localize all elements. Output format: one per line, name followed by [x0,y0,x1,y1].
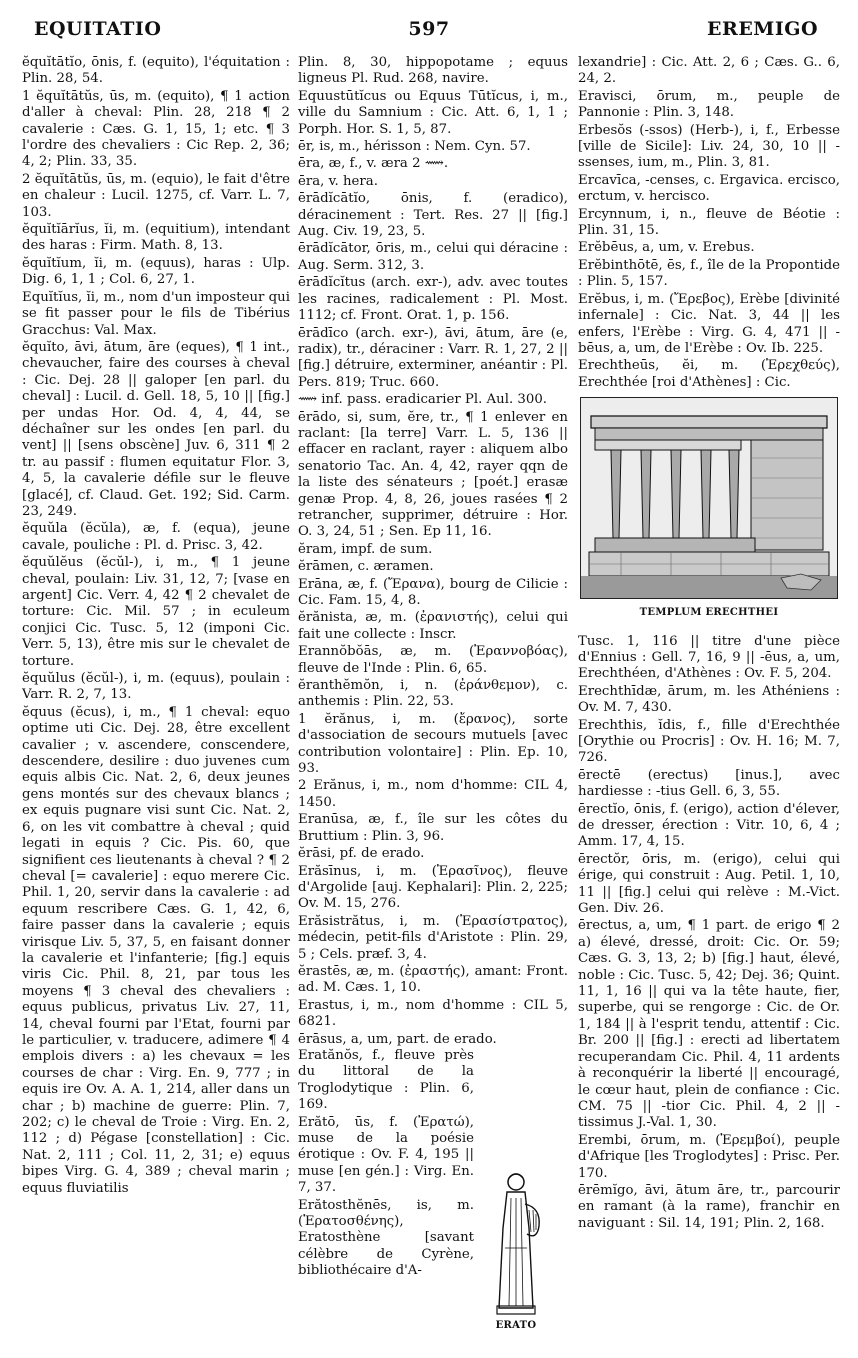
dictionary-entry: Erannŏbŏās, æ, m. (Ἐραννοβόας), fleuve de l'Inde : Plin. 6, 65. [298,644,568,676]
dictionary-entry: ērectus, a, um, ¶ 1 part. de erigo ¶ 2 a) élevé, dressé, droit: Cic. Or. 59; Cæs. G. 3, 13, 2; b) [fig.] haut, élevé, noble : Cic. Tusc. 5, 42; Dej. 36; Quint. 11, 1, 16 || qui va la tête haute, fier, superbe, qui se rengorge : Cic. de Or. 1, 184 || à l'esprit tendu, attentif : Cic. Br. 200 || [fig.] : erecti ad libertatem recuperandam Cic. Phil. 4, 11 ardents à reconquérir la liberté || encouragé, le cœur haut, plein de confiance : Cic. CM. 75 || -tior Cic. Phil. 4, 2 || -tissimus J.-Val. 1, 30. [578,918,840,1131]
dictionary-entry: ĕrāmen, c. æramen. [298,559,434,575]
dictionary-entry: ĕram, impf. de sum. [298,541,433,557]
dictionary-entry: ĕquŭlĕus (ĕcŭl-), i, m., ¶ 1 jeune cheval, poulain: Liv. 31, 12, 7; [vase en argent] Cic. Verr. 4, 42 ¶ 2 chevalet de torture: Cic. Mil. 57 ; in eculeum conjici Cic. Tusc. 5, 12 (imponi Cic. Verr. 5, 13), être mis sur le chevalet de torture. [22,555,290,669]
column-2-narrow-block [298,1048,474,1280]
dictionary-entry: ērēmĭgo, āvi, ātum āre, tr., parcourir en ramant (à la rame), franchir en naviguant : Sil. 14, 191; Plin. 2, 168. [578,1182,840,1231]
dictionary-entry: Erĕbēus, a, um, v. Erebus. [578,240,755,256]
dictionary-entry: ĕranthĕmŏn, i, n. (ἐράνθεμον), c. anthemis : Plin. 22, 53. [298,678,568,710]
dictionary-entry: ērādĭcātor, ōris, m., celui qui déracine : Aug. Serm. 312, 3. [298,241,568,273]
dictionary-entry: ērectē (erectus) [inus.], avec hardiesse : -tius Gell. 6, 3, 55. [578,767,840,800]
dictionary-entry: ĕquĭtĭārĭus, ĭi, m. (equitium), intendant des haras : Firm. Math. 8, 13. [22,222,290,254]
dictionary-entry: Erastus, i, m., nom d'homme : CIL 5, 6821. [298,997,568,1030]
dictionary-entry: ĕrastēs, æ, m. (ἐραστής), amant: Front. ad. M. Cæs. 1, 10. [298,963,568,996]
dictionary-entry: Tusc. 1, 116 || titre d'une pièce d'Ennius : Gell. 7, 16, 9 || -ēus, a, um, Erechthéen, d'Athènes : Ov. F. 5, 204. [578,633,840,682]
dictionary-entry: Erechthis, ĭdis, f., fille d'Erechthée [Orythie ou Procris] : Ov. H. 16; M. 7, 726. [578,717,840,766]
dictionary-entry: Erbesŏs (-ssos) (Herb-), i, f., Erbesse [ville de Sicile]: Liv. 24, 30, 10 || -ssenses, ium, m., Plin. 3, 81. [578,122,840,171]
dictionary-entry: ĕrănista, æ, m. (ἐρανιστής), celui qui fait une collecte : Inscr. [298,610,568,642]
dictionary-entry: ērāsus, a, um, part. de erado. [298,1031,497,1047]
left-running-head: EQUITATIO [34,18,162,40]
dictionary-entry: Erătosthĕnēs, is, m. (Ἐρατοσθένης), Eratosthène [savant célèbre de Cyrène, bibliothécaire d'A- [298,1197,474,1279]
page-number: 597 [408,18,450,40]
dictionary-entry: Ercynnum, i, n., fleuve de Béotie : Plin. 31, 15. [578,206,840,239]
dictionary-entry: Erĕbus, i, m. (Ἔρεβος), Erèbe [divinité infernale] : Cic. Nat. 3, 44 || les enfers, l'Erèbe : Virg. G. 4, 471 || -bēus, a, um, de l'Erèbe : Ov. Ib. 225. [578,291,840,356]
right-running-head: EREMIGO [707,18,818,40]
dictionary-entry: ĕquŭlus (ĕcŭl-), i, m. (equus), poulain : Varr. R. 2, 7, 13. [22,671,290,703]
temple-illustration [580,397,838,599]
dictionary-entry: ērādĭcātĭo, ōnis, f. (eradico), déracinement : Tert. Res. 27 || [fig.] Aug. Civ. 19, 23, 5. [298,191,568,240]
dictionary-entry: ⟿ inf. pass. eradicarier Pl. Aul. 300. [298,392,548,408]
dictionary-entry: Eratănŏs, f., fleuve près du littoral de la Troglodytique : Plin. 6, 169. [298,1047,474,1113]
temple-figure [578,397,840,621]
temple-caption: TEMPLUM ERECHTHEI [639,607,779,619]
dictionary-entry: Plin. 8, 30, hippopotame ; equus ligneus Pl. Rud. 268, navire. [298,55,568,87]
dictionary-entry: ēr, is, m., hérisson : Nem. Cyn. 57. [298,139,531,155]
erato-figure [468,1168,564,1331]
dictionary-entry: 1 ĕrănus, i, m. (ἔρανος), sorte d'association de secours mutuels [avec contribution volontaire] : Plin. Ep. 10, 93. [298,711,568,777]
dictionary-entry: Ercavīca, -censes, c. Ergavica. ercisco, erctum, v. hercisco. [578,172,840,205]
muse-statue-illustration [481,1168,551,1318]
dictionary-entry: Erechthīdæ, ārum, m. les Athéniens : Ov. M. 7, 430. [578,683,840,716]
dictionary-entry: ĕquus (ĕcus), i, m., ¶ 1 cheval: equo optime uti Cic. Dej. 28, être excellent cavalier ; v. ascendere, conscendere, descendere, desilire : duo juvenes cum equis albis Cic. Nat. 2, 6, deux jeunes gens montés sur des chevaux blancs ; ex equis pugnare visi sunt Cic. Nat. 2, 6, on les vit combattre à cheval ; quid legati in equis ? Cic. Pis. 60, que signifient ces lieutenants à cheval ? ¶ 2 cheval [= cavalerie] : equo merere Cic. Phil. 1, 20, servir dans la cavalerie : ad equum rescribere Cæs. G. 1, 42, 6, faire passer dans la cavalerie ; equis virisque Liv. 5, 37, 5, en faisant donner la cavalerie et l'infanterie; [fig.] equis viris Cic. Phil. 8, 21, par tous les moyens ¶ 3 cheval des chevaliers : equus publicus, privatus Liv. 27, 11, 14, cheval fourni par l'Etat, fourni par le particulier, v. traducere, adimere ¶ 4 emplois divers : a) les chevaux = les courses de char : Virg. En. 9, 777 ; in equis ire Ov. A. A. 1, 214, aller dans un char ; b) machine de guerre: Plin. 7, 202; c) le cheval de Troie : Virg. En. 2, 112 ; d) Pégase [constellation] : Cic. Nat. 2, 111 ; Col. 11, 2, 31; e) equus bipes Virg. G. 4, 389 ; cheval marin ; equus fluviatilis [22,704,290,1196]
dictionary-entry: ērectŏr, ōris, m. (erigo), celui qui érige, qui construit : Aug. Petil. 1, 10, 11 || [fig.] celui qui relève : M.-Vict. Gen. Div. 26. [578,851,840,917]
dictionary-entry: Eranūsa, æ, f., île sur les côtes du Bruttium : Plin. 3, 96. [298,812,568,844]
dictionary-entry: 2 Erănus, i, m., nom d'homme: CIL 4, 1450. [298,778,568,810]
dictionary-entry: Equustūtĭcus ou Equus Tūtĭcus, i, m., ville du Samnium : Cic. Att. 6, 1, 1 ; Porph. Hor. S. 1, 5, 87. [298,88,568,137]
dictionary-entry: Erăsistrătus, i, m. (Ἐρασίστρατος), médecin, petit-fils d'Aristote : Plin. 29, 5 ; Cels. præf. 3, 4. [298,913,568,962]
dictionary-entry: ĕquĭtātĭo, ōnis, f. (equito), l'équitation : Plin. 28, 54. [22,55,290,87]
dictionary-entry: ĕrāsi, pf. de erado. [298,846,425,862]
dictionary-entry: Erĕbinthōtē, ēs, f., île de la Propontide : Plin. 5, 157. [578,257,840,290]
dictionary-entry: 1 ĕquĭtātŭs, ūs, m. (equito), ¶ 1 action d'aller à cheval: Plin. 28, 218 ¶ 2 cavalerie : Cæs. G. 1, 15, 1; etc. ¶ 3 l'ordre des chevaliers : Cic Rep. 2, 36; 4, 2; Plin. 33, 35. [22,88,290,170]
column-2 [298,55,568,1280]
column-1 [22,55,290,1197]
dictionary-entry: Erătō, ūs, f. (Ἐρατώ), muse de la poésie érotique : Ov. F. 4, 195 || muse [en gén.] : Virg. En. 7, 37. [298,1114,474,1196]
dictionary-entry: Eravisci, ōrum, m., peuple de Pannonie : Plin. 3, 148. [578,88,840,121]
dictionary-entry: Equĭtĭus, ĭi, m., nom d'un imposteur qui se fit passer pour le fils de Tibérius Gracchus: Val. Max. [22,289,290,338]
dictionary-entry: ērādīco (arch. exr-), āvi, ātum, āre (e, radix), tr., déraciner : Varr. R. 1, 27, 2 || [fig.] détruire, exterminer, anéantir : Pl. Pers. 819; Truc. 660. [298,325,568,390]
dictionary-entry: ērādĭcĭtus (arch. exr-), adv. avec toutes les racines, radicalement : Pl. Most. 1112; cf. Front. Orat. 1, p. 156. [298,275,568,324]
dictionary-entry: lexandrie] : Cic. Att. 2, 6 ; Cæs. G.. 6, 24, 2. [578,55,840,87]
dictionary-entry: ĕquĭto, āvi, ātum, āre (eques), ¶ 1 int., chevaucher, faire des courses à cheval : Cic. Dej. 28 || galoper [en parl. du cheval] : Lucil. d. Gell. 18, 5, 10 || [fig.] per undas Hor. Od. 4, 4, 44, se déchaîner sur les ondes [en parl. du vent] || [sens obscène] Juv. 6, 311 ¶ 2 tr. au passif : flumen equitatur Flor. 3, 4, 5, la cavalerie défile sur le fleuve [glacé], cf. Claud. Get. 192; Sid. Carm. 23, 249. [22,339,290,519]
dictionary-entry: 2 ĕquĭtātŭs, ūs, m. (equio), le fait d'être en chaleur : Lucil. 1275, cf. Varr. L. 7, 103. [22,171,290,220]
page-header [0,0,858,40]
dictionary-entry: Erembi, ōrum, m. (Ἐρεμβοί), peuple d'Afrique [les Troglodytes] : Prisc. Per. 170. [578,1132,840,1181]
dictionary-entry: ĕquŭla (ĕcŭla), æ, f. (equa), jeune cavale, pouliche : Pl. d. Prisc. 3, 42. [22,521,290,553]
column-3 [578,55,840,1232]
dictionary-entry: Erechtheūs, ĕi, m. (Ἐρεχθεύς), Erechthée [roi d'Athènes] : Cic. [578,358,840,390]
dictionary-entry: ēra, æ, f., v. æra 2 ⟿. [298,156,449,172]
dictionary-entry: Erăsīnus, i, m. (Ἐρασῖνος), fleuve d'Argolide [auj. Kephalari]: Plin. 2, 225; Ov. M. 15, 276. [298,863,568,912]
dictionary-entry: ērādo, si, sum, ĕre, tr., ¶ 1 enlever en raclant: [la terre] Varr. L. 5, 136 || effacer en raclant, rayer : aliquem albo senatorio Tac. An. 4, 42, rayer qqn de la liste des sénateurs ; [poét.] erasæ genæ Prop. 4, 8, 26, joues rasées ¶ 2 retrancher, supprimer, détruire : Hor. O. 3, 24, 51 ; Sen. Ep 11, 16. [298,409,568,540]
dictionary-entry: ērectĭo, ōnis, f. (erigo), action d'élever, de dresser, érection : Vitr. 10, 6, 4 ; Amm. 17, 4, 15. [578,801,840,850]
dictionary-entry: Erāna, æ, f. (Ἔρανα), bourg de Cilicie : Cic. Fam. 15, 4, 8. [298,576,568,608]
dictionary-entry: ēra, v. hera. [298,173,378,189]
erato-caption: ERATO [495,1320,537,1331]
dictionary-entry: ĕquĭtĭum, ĭi, m. (equus), haras : Ulp. Dig. 6, 1, 1 ; Col. 6, 27, 1. [22,255,290,288]
